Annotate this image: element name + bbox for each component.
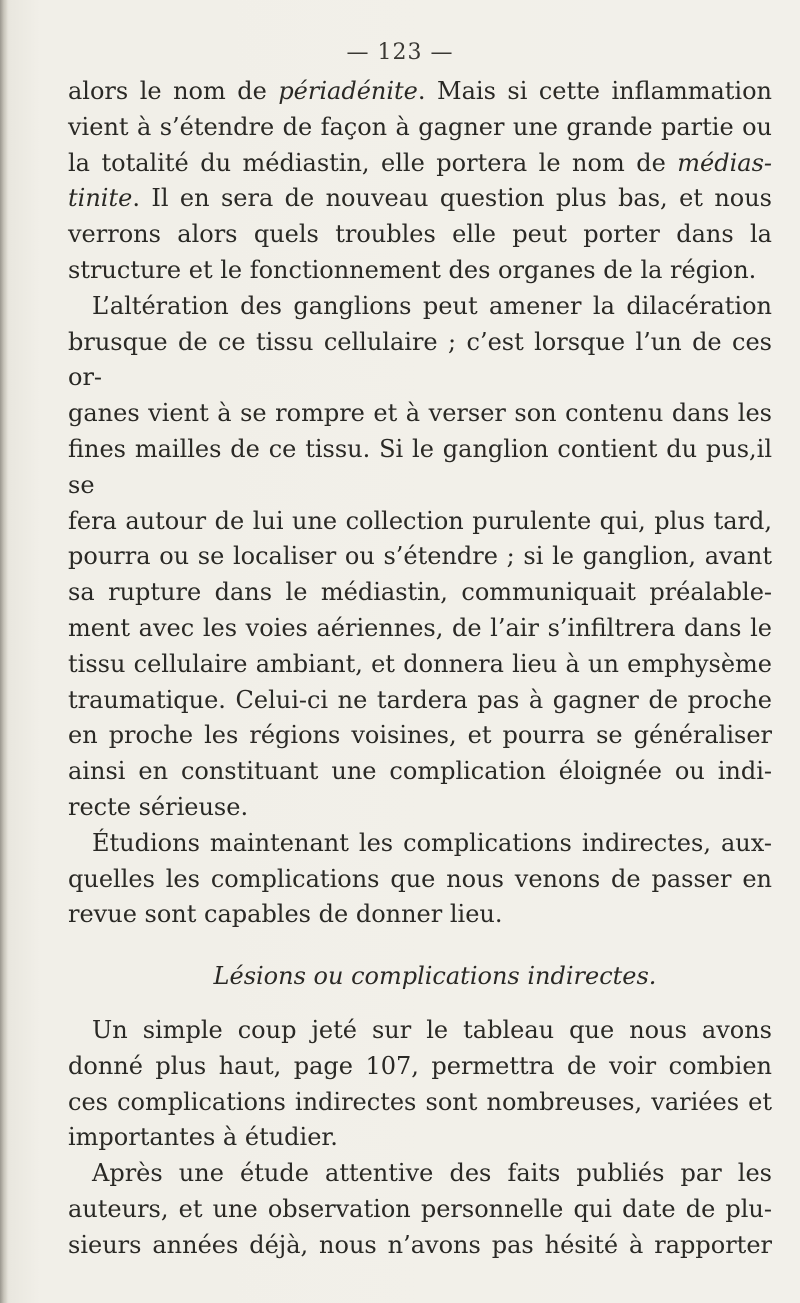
paragraph-5 bbox=[68, 1156, 772, 1263]
text-line: brusque de ce tissu cellulaire ; c’est lorsque l’un de ces or- bbox=[68, 327, 772, 392]
text-line: fera autour de lui une collection purulente qui, plus tard, bbox=[68, 506, 772, 535]
text-line: ainsi en constituant une complication éloignée ou indi- bbox=[68, 757, 772, 786]
text-line: traumatique. Celui-ci ne tardera pas à gagner de proche bbox=[68, 685, 772, 714]
text-line: structure et le fonctionnement des organes de la région. bbox=[68, 255, 757, 284]
text-line: ganes vient à se rompre et à verser son contenu dans les bbox=[68, 399, 772, 428]
text-line: Un simple coup jeté sur le tableau que nous avons bbox=[92, 1015, 772, 1044]
paragraph-3 bbox=[68, 826, 772, 933]
text-line: sieurs années déjà, nous n’avons pas hésité à rapporter bbox=[68, 1230, 772, 1259]
text-line: vient à s’étendre de façon à gagner une grande partie ou bbox=[68, 112, 772, 141]
text-line: verrons alors quels troubles elle peut porter dans la bbox=[68, 220, 772, 249]
page-edge-shadow bbox=[0, 0, 8, 1303]
text-line: Après une étude attentive des faits publiés par les bbox=[92, 1159, 772, 1188]
italic-term: tinite bbox=[68, 184, 133, 213]
text-line: alors le nom de périadénite. Mais si cette inflammation bbox=[68, 77, 772, 105]
text-line: donné plus haut, page 107, permettra de voir combien bbox=[68, 1051, 772, 1080]
text-line: fines mailles de ce tissu. Si le ganglion contient du pus,il se bbox=[68, 434, 772, 499]
text-line: la totalité du médiastin, elle portera le nom de médias- bbox=[68, 148, 772, 177]
text-line: importantes à étudier. bbox=[68, 1123, 338, 1152]
text-line: auteurs, et une observation personnelle qui date de plu- bbox=[68, 1194, 772, 1223]
text-line: L’altération des ganglions peut amener la dilacération bbox=[92, 291, 772, 320]
text-line: en proche les régions voisines, et pourra se généraliser bbox=[68, 721, 772, 750]
paragraph-2 bbox=[68, 289, 772, 826]
text-line: Étudions maintenant les complications indirectes, aux- bbox=[92, 828, 772, 857]
text-line: recte sérieuse. bbox=[68, 792, 249, 821]
italic-term: médias- bbox=[677, 148, 772, 177]
text-line: pourra ou se localiser ou s’étendre ; si le ganglion, avant bbox=[68, 542, 772, 571]
text-line: quelles les complications que nous venons de passer en bbox=[68, 864, 772, 893]
italic-term: périadénite bbox=[278, 77, 418, 105]
text-line: sa rupture dans le médiastin, communiquait préalable- bbox=[68, 578, 772, 607]
section-heading: Lésions ou complications indirectes. bbox=[213, 962, 657, 991]
text-line: tissu cellulaire ambiant, et donnera lieu à un emphysème bbox=[68, 649, 772, 678]
text-line: ces complications indirectes sont nombreuses, variées et bbox=[68, 1087, 772, 1116]
paragraph-1 bbox=[68, 74, 772, 289]
paragraph-4 bbox=[68, 1013, 772, 1156]
text-line: ment avec les voies aériennes, de l’air s’infiltrera dans le bbox=[68, 613, 772, 642]
body-text bbox=[68, 74, 772, 1264]
text-line: tinite. Il en sera de nouveau question plus bas, et nous bbox=[68, 184, 772, 213]
text-line: revue sont capables de donner lieu. bbox=[68, 900, 503, 929]
page-number: — 123 — bbox=[346, 40, 454, 65]
